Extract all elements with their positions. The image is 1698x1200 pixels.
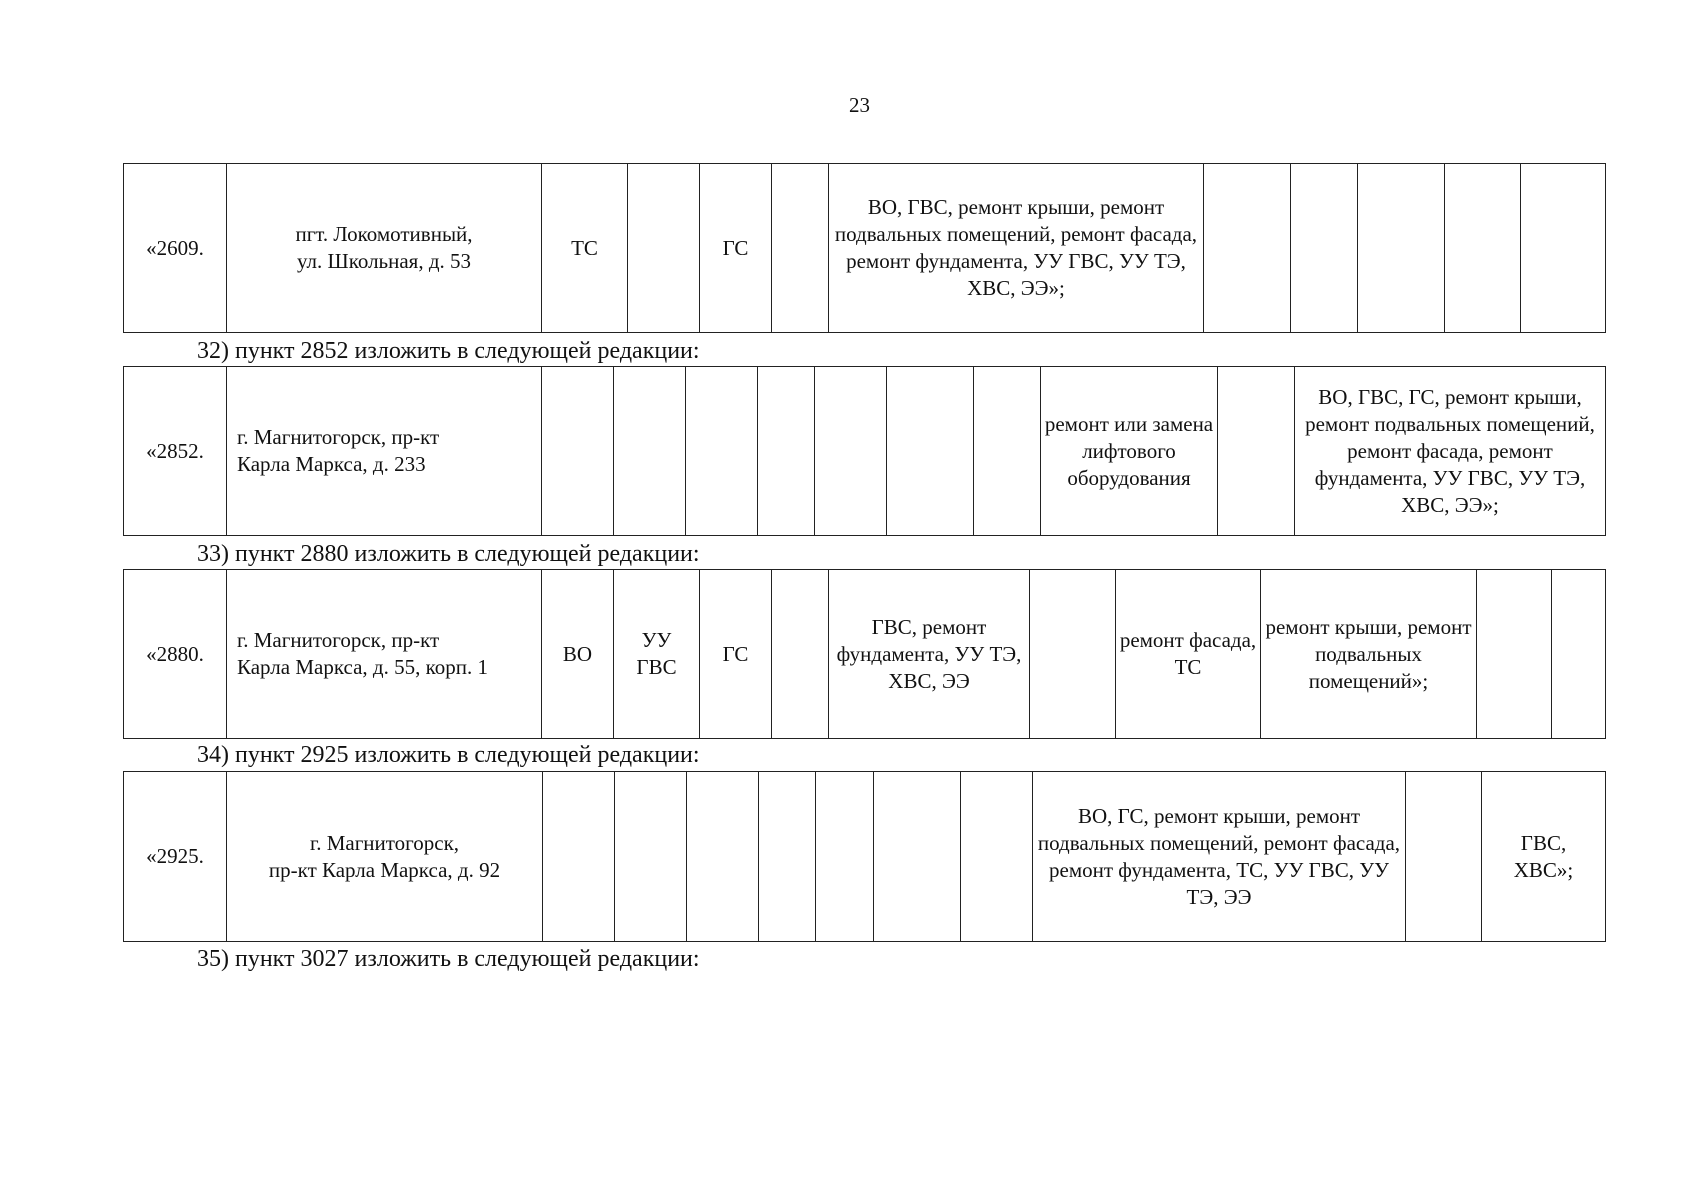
item-number-cell: «2880. [124, 570, 227, 739]
table-cell [758, 367, 815, 536]
table-cell [887, 367, 974, 536]
table-cell [874, 772, 961, 942]
amendment-paragraph: 32) пункт 2852 изложить в следующей редакции: [197, 338, 700, 364]
table-cell [1477, 570, 1552, 739]
address-cell: г. Магнитогорск, пр-кт Карла Маркса, д. 233 [227, 367, 542, 536]
amendment-paragraph: 35) пункт 3027 изложить в следующей редакции: [197, 946, 700, 972]
table-cell: ГВС, ремонт фундамента, УУ ТЭ, ХВС, ЭЭ [829, 570, 1030, 739]
table-cell [542, 367, 614, 536]
table-cell: ТС [542, 164, 628, 333]
address-cell: пгт. Локомотивный, ул. Школьная, д. 53 [227, 164, 542, 333]
item-number-cell: «2852. [124, 367, 227, 536]
table-cell: ремонт крыши, ремонт подвальных помещений»; [1261, 570, 1477, 739]
amendment-paragraph: 33) пункт 2880 изложить в следующей редакции: [197, 541, 700, 567]
table-cell [1291, 164, 1358, 333]
table-cell [1445, 164, 1521, 333]
address-cell: г. Магнитогорск, пр-кт Карла Маркса, д. 92 [227, 772, 543, 942]
table-item-2852 [123, 366, 1606, 536]
table-cell: ВО, ГВС, ГС, ремонт крыши, ремонт подвальных помещений, ремонт фасада, ремонт фундамента, УУ ГВС, УУ ТЭ, ХВС, ЭЭ»; [1295, 367, 1606, 536]
table-cell [815, 367, 887, 536]
table-cell [772, 164, 829, 333]
item-number-cell: «2925. [124, 772, 227, 942]
table-cell: ремонт фасада, ТС [1116, 570, 1261, 739]
table-item-2609 [123, 163, 1606, 333]
table-row [124, 164, 1606, 333]
table-cell [1204, 164, 1291, 333]
table-cell [772, 570, 829, 739]
table-cell [543, 772, 615, 942]
table-cell [1521, 164, 1606, 333]
table-row [124, 772, 1606, 942]
table-cell [1552, 570, 1606, 739]
table-cell [1030, 570, 1116, 739]
table-cell: ВО, ГС, ремонт крыши, ремонт подвальных помещений, ремонт фасада, ремонт фундамента, ТС, УУ ГВС, УУ ТЭ, ЭЭ [1033, 772, 1406, 942]
table-cell [686, 367, 758, 536]
table-cell: ГС [700, 164, 772, 333]
table-cell: ГС [700, 570, 772, 739]
table-cell: ВО, ГВС, ремонт крыши, ремонт подвальных помещений, ремонт фасада, ремонт фундамента, УУ ГВС, УУ ТЭ, ХВС, ЭЭ»; [829, 164, 1204, 333]
item-number-cell: «2609. [124, 164, 227, 333]
table-cell [759, 772, 816, 942]
table-cell [615, 772, 687, 942]
table-cell [1358, 164, 1445, 333]
table-cell [628, 164, 700, 333]
table-cell [961, 772, 1033, 942]
table-row [124, 367, 1606, 536]
table-row [124, 570, 1606, 739]
page-number: 23 [849, 93, 870, 117]
table-cell: ГВС, ХВС»; [1482, 772, 1606, 942]
table-item-2925 [123, 771, 1606, 942]
table-cell: ремонт или замена лифтового оборудования [1041, 367, 1218, 536]
table-cell [974, 367, 1041, 536]
table-cell: ВО [542, 570, 614, 739]
table-item-2880 [123, 569, 1606, 739]
table-cell: УУ ГВС [614, 570, 700, 739]
table-cell [1406, 772, 1482, 942]
table-cell [614, 367, 686, 536]
table-cell [687, 772, 759, 942]
table-cell [1218, 367, 1295, 536]
amendment-paragraph: 34) пункт 2925 изложить в следующей редакции: [197, 742, 700, 768]
address-cell: г. Магнитогорск, пр-кт Карла Маркса, д. 55, корп. 1 [227, 570, 542, 739]
table-cell [816, 772, 874, 942]
